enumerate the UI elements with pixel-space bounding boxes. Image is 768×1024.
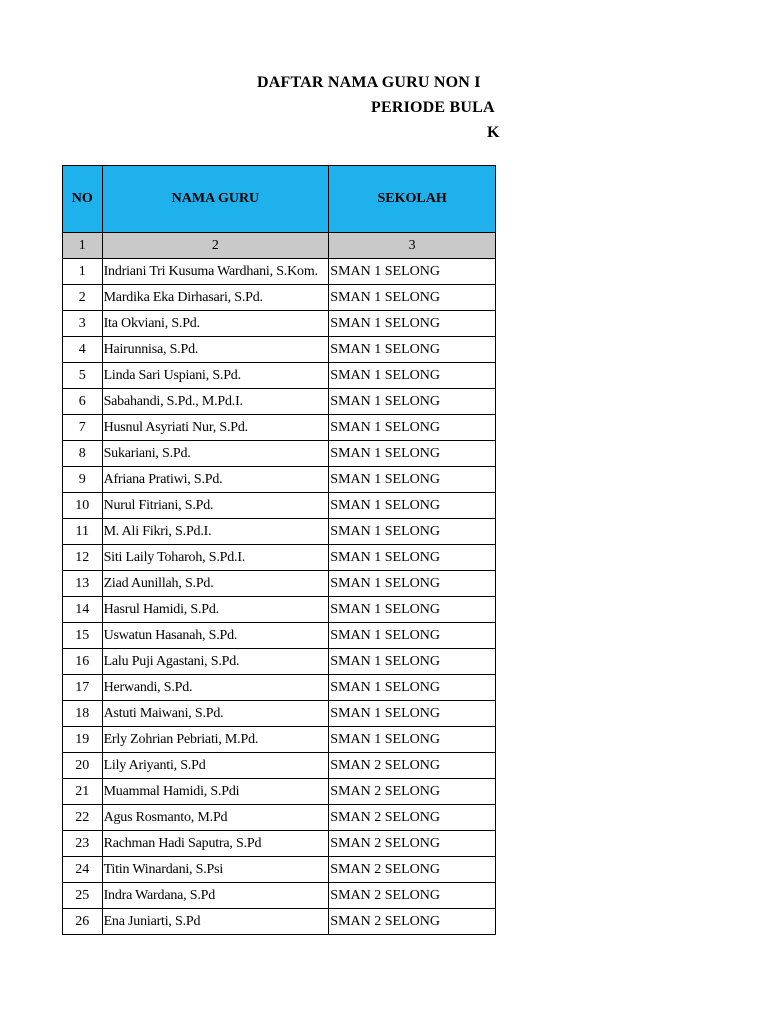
school-cell: SMAN 1 SELONG (329, 727, 496, 753)
row-number-cell: 10 (63, 493, 103, 519)
header-nama-guru: NAMA GURU (102, 166, 329, 233)
teacher-name-cell: Lalu Puji Agastani, S.Pd. (102, 649, 329, 675)
row-number-cell: 14 (63, 597, 103, 623)
teacher-name-cell: Muammal Hamidi, S.Pdi (102, 779, 329, 805)
school-cell: SMAN 1 SELONG (329, 389, 496, 415)
school-cell: SMAN 1 SELONG (329, 337, 496, 363)
document-title-line-3: K (487, 124, 500, 141)
table-row (63, 857, 496, 883)
row-number-cell: 16 (63, 649, 103, 675)
table-body (63, 259, 496, 935)
teacher-name-cell: Agus Rosmanto, M.Pd (102, 805, 329, 831)
school-cell: SMAN 1 SELONG (329, 675, 496, 701)
table-row (63, 909, 496, 935)
column-number-1: 1 (63, 233, 103, 259)
row-number-cell: 1 (63, 259, 103, 285)
school-cell: SMAN 1 SELONG (329, 441, 496, 467)
teacher-name-cell: Erly Zohrian Pebriati, M.Pd. (102, 727, 329, 753)
table-row (63, 753, 496, 779)
row-number-cell: 24 (63, 857, 103, 883)
teacher-name-cell: Afriana Pratiwi, S.Pd. (102, 467, 329, 493)
table-header-row (63, 166, 496, 233)
row-number-cell: 13 (63, 571, 103, 597)
school-cell: SMAN 1 SELONG (329, 519, 496, 545)
row-number-cell: 23 (63, 831, 103, 857)
table-row (63, 363, 496, 389)
school-cell: SMAN 2 SELONG (329, 805, 496, 831)
row-number-cell: 6 (63, 389, 103, 415)
school-cell: SMAN 1 SELONG (329, 311, 496, 337)
school-cell: SMAN 1 SELONG (329, 467, 496, 493)
teacher-name-cell: Nurul Fitriani, S.Pd. (102, 493, 329, 519)
school-cell: SMAN 1 SELONG (329, 571, 496, 597)
table-row (63, 519, 496, 545)
teacher-name-cell: Sukariani, S.Pd. (102, 441, 329, 467)
row-number-cell: 22 (63, 805, 103, 831)
row-number-cell: 18 (63, 701, 103, 727)
school-cell: SMAN 1 SELONG (329, 285, 496, 311)
row-number-cell: 8 (63, 441, 103, 467)
row-number-cell: 7 (63, 415, 103, 441)
table-row (63, 493, 496, 519)
row-number-cell: 25 (63, 883, 103, 909)
table-row (63, 675, 496, 701)
table-row (63, 467, 496, 493)
row-number-cell: 19 (63, 727, 103, 753)
column-number-row (63, 233, 496, 259)
column-number-2: 2 (102, 233, 329, 259)
school-cell: SMAN 1 SELONG (329, 623, 496, 649)
table-row (63, 779, 496, 805)
row-number-cell: 21 (63, 779, 103, 805)
column-number-3: 3 (329, 233, 496, 259)
row-number-cell: 4 (63, 337, 103, 363)
table-row (63, 883, 496, 909)
table-row (63, 441, 496, 467)
row-number-cell: 12 (63, 545, 103, 571)
teacher-name-cell: Titin Winardani, S.Psi (102, 857, 329, 883)
row-number-cell: 2 (63, 285, 103, 311)
teacher-name-cell: Hairunnisa, S.Pd. (102, 337, 329, 363)
school-cell: SMAN 2 SELONG (329, 831, 496, 857)
school-cell: SMAN 2 SELONG (329, 779, 496, 805)
document-title-line-2: PERIODE BULA (371, 99, 495, 116)
table-row (63, 805, 496, 831)
table-row (63, 831, 496, 857)
teacher-name-cell: Lily Ariyanti, S.Pd (102, 753, 329, 779)
school-cell: SMAN 1 SELONG (329, 649, 496, 675)
teacher-name-cell: Ena Juniarti, S.Pd (102, 909, 329, 935)
teacher-name-cell: Linda Sari Uspiani, S.Pd. (102, 363, 329, 389)
teacher-name-cell: Indriani Tri Kusuma Wardhani, S.Kom. (102, 259, 329, 285)
teacher-name-cell: Indra Wardana, S.Pd (102, 883, 329, 909)
teacher-name-cell: Ziad Aunillah, S.Pd. (102, 571, 329, 597)
school-cell: SMAN 1 SELONG (329, 259, 496, 285)
table-row (63, 259, 496, 285)
school-cell: SMAN 2 SELONG (329, 909, 496, 935)
teacher-name-cell: Astuti Maiwani, S.Pd. (102, 701, 329, 727)
table-row (63, 311, 496, 337)
school-cell: SMAN 1 SELONG (329, 493, 496, 519)
teacher-name-cell: Husnul Asyriati Nur, S.Pd. (102, 415, 329, 441)
table-row (63, 727, 496, 753)
school-cell: SMAN 1 SELONG (329, 545, 496, 571)
row-number-cell: 26 (63, 909, 103, 935)
header-sekolah: SEKOLAH (329, 166, 496, 233)
school-cell: SMAN 1 SELONG (329, 415, 496, 441)
teacher-name-cell: Sabahandi, S.Pd., M.Pd.I. (102, 389, 329, 415)
header-no: NO (63, 166, 103, 233)
row-number-cell: 20 (63, 753, 103, 779)
teacher-table (62, 165, 496, 935)
document-title-line-1: DAFTAR NAMA GURU NON I (257, 74, 481, 91)
row-number-cell: 3 (63, 311, 103, 337)
school-cell: SMAN 2 SELONG (329, 857, 496, 883)
teacher-name-cell: M. Ali Fikri, S.Pd.I. (102, 519, 329, 545)
teacher-name-cell: Rachman Hadi Saputra, S.Pd (102, 831, 329, 857)
row-number-cell: 5 (63, 363, 103, 389)
teacher-name-cell: Uswatun Hasanah, S.Pd. (102, 623, 329, 649)
row-number-cell: 15 (63, 623, 103, 649)
table-row (63, 545, 496, 571)
school-cell: SMAN 1 SELONG (329, 363, 496, 389)
row-number-cell: 11 (63, 519, 103, 545)
school-cell: SMAN 1 SELONG (329, 701, 496, 727)
table-row (63, 389, 496, 415)
row-number-cell: 17 (63, 675, 103, 701)
teacher-name-cell: Mardika Eka Dirhasari, S.Pd. (102, 285, 329, 311)
table-row (63, 415, 496, 441)
table-row (63, 337, 496, 363)
table-row (63, 701, 496, 727)
teacher-name-cell: Hasrul Hamidi, S.Pd. (102, 597, 329, 623)
table-row (63, 285, 496, 311)
table-row (63, 597, 496, 623)
table-row (63, 623, 496, 649)
table-row (63, 571, 496, 597)
school-cell: SMAN 2 SELONG (329, 883, 496, 909)
table-row (63, 649, 496, 675)
row-number-cell: 9 (63, 467, 103, 493)
school-cell: SMAN 2 SELONG (329, 753, 496, 779)
teacher-name-cell: Siti Laily Toharoh, S.Pd.I. (102, 545, 329, 571)
school-cell: SMAN 1 SELONG (329, 597, 496, 623)
teacher-name-cell: Herwandi, S.Pd. (102, 675, 329, 701)
teacher-name-cell: Ita Okviani, S.Pd. (102, 311, 329, 337)
